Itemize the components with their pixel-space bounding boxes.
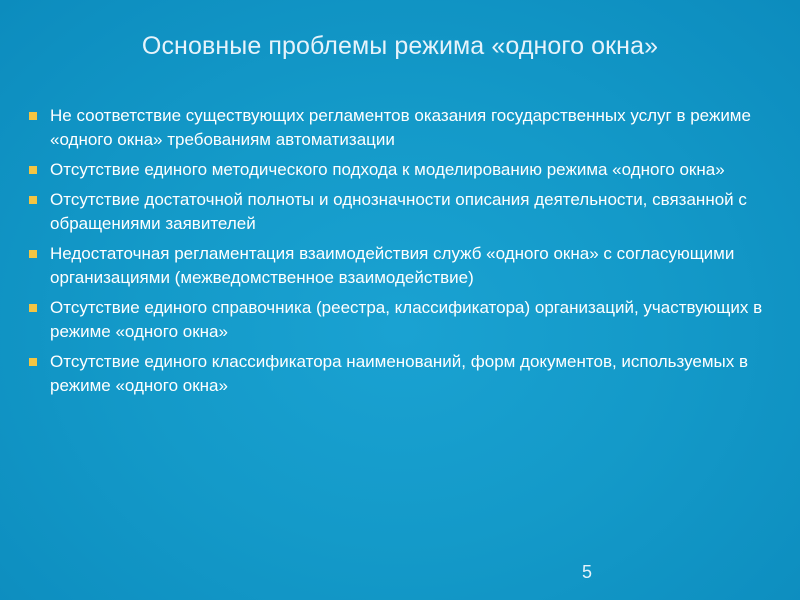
square-bullet-icon [29, 166, 37, 174]
page-number: 5 [581, 562, 592, 582]
bullet-text: Отсутствие достаточной полноты и однозначности описания деятельности, связанной с обращениями заявителей [50, 190, 747, 233]
bullet-item [28, 188, 788, 236]
square-bullet-icon [29, 250, 37, 258]
bullet-text: Отсутствие единого справочника (реестра, классификатора) организаций, участвующих в режиме «одного окна» [50, 298, 763, 341]
bullet-item [28, 296, 788, 344]
square-bullet-icon [29, 196, 37, 204]
bullet-item [28, 104, 788, 152]
square-bullet-icon [29, 304, 37, 312]
bullet-item [28, 158, 788, 182]
bullet-text: Недостаточная регламентация взаимодействия служб «одного окна» с согласующими организациями (межведомственное взаимодействие) [50, 244, 735, 287]
bullet-text: Отсутствие единого классификатора наименований, форм документов, используемых в режиме «одного окна» [50, 352, 749, 395]
square-bullet-icon [29, 358, 37, 366]
bullet-text: Не соответствие существующих регламентов оказания государственных услуг в режиме «одного окна» требованиям автоматизации [50, 106, 751, 149]
bullet-list [28, 104, 788, 404]
slide-title: Основные проблемы режима «одного окна» [141, 32, 659, 60]
bullet-text: Отсутствие единого методического подхода к моделированию режима «одного окна» [50, 160, 725, 179]
square-bullet-icon [29, 112, 37, 120]
bullet-item [28, 350, 788, 398]
bullet-item [28, 242, 788, 290]
